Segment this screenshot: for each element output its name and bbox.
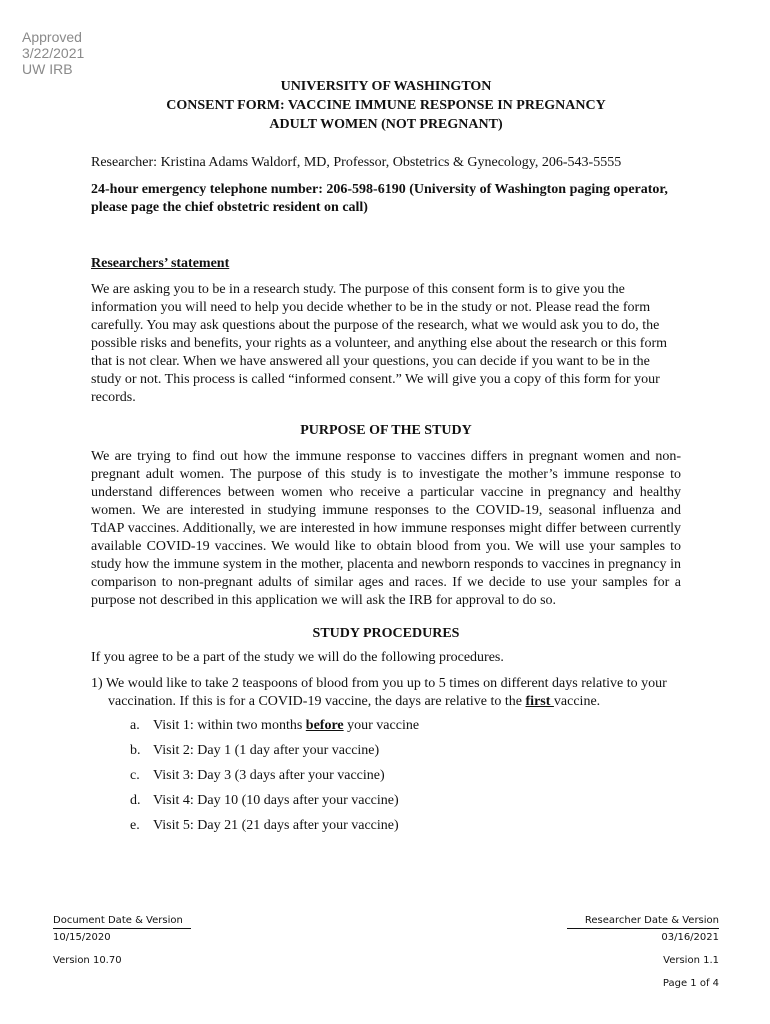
footer-left-label: Document Date & Version xyxy=(53,915,183,926)
visit-text-pre: Visit 1: within two months xyxy=(153,718,306,733)
footer-document-version xyxy=(53,913,191,968)
footer-left-version: Version 10.70 xyxy=(53,955,122,966)
purpose-body: We are trying to find out how the immune response to vaccines differs in pregnant women and non-pregnant adult women. The purpose of this study is to investigate the mother’s immune response to understand differences between women who receive a particular vaccine in pregnancy and healthy women. We are interested in studying immune responses to the COVID-19, seasonal influenza and TdAP vaccines. Additionally, we are interested in how immune responses might differ between currently available COVID-19 vaccines. We would like to obtain blood from you. We will use your samples to study how the immune system in the mother, placenta and newborn responds to vaccines in pregnancy in comparison to non-pregnant adults of similar ages and races. If we decide to use your samples for a purpose not described in this application we will ask the IRB for approval to do so. xyxy=(91,449,681,608)
visit-list xyxy=(91,717,681,835)
procedures-intro: If you agree to be a part of the study we will do the following procedures. xyxy=(91,650,504,665)
visit-item xyxy=(130,717,681,735)
procedure-item-1-end: vaccine. xyxy=(553,694,601,709)
visit-text xyxy=(153,717,419,735)
visit-letter: c. xyxy=(130,768,140,783)
visit-item xyxy=(130,817,681,835)
visit-text: Visit 5: Day 21 (21 days after your vaccine) xyxy=(153,818,399,833)
visit-text: Visit 4: Day 10 (10 days after your vaccine) xyxy=(153,793,399,808)
footer-right-version: Version 1.1 xyxy=(663,955,719,966)
visit-text-emphasis: before xyxy=(305,718,344,733)
irb-approval-stamp xyxy=(22,29,84,77)
visit-text: Visit 3: Day 3 (3 days after your vaccine) xyxy=(153,768,385,783)
footer-left-date: 10/15/2020 xyxy=(53,932,111,943)
emergency-phone: 24-hour emergency telephone number: 206-598-6190 (University of Washington paging operator, please page the chief obstetric resident on call) xyxy=(91,182,668,215)
procedure-item-1 xyxy=(80,675,681,711)
stamp-line-approved: Approved xyxy=(22,29,82,45)
document-header xyxy=(91,77,681,134)
visit-letter: b. xyxy=(130,743,141,758)
footer-right-label: Researcher Date & Version xyxy=(584,915,719,926)
page-number: Page 1 of 4 xyxy=(662,978,719,989)
document-body xyxy=(91,77,681,842)
procedures-heading: STUDY PROCEDURES xyxy=(312,626,460,641)
visit-item xyxy=(130,792,681,810)
visit-item xyxy=(130,742,681,760)
visit-letter: e. xyxy=(130,818,140,833)
header-university: UNIVERSITY OF WASHINGTON xyxy=(280,79,492,94)
visit-text: Visit 2: Day 1 (1 day after your vaccine) xyxy=(153,743,380,758)
visit-item xyxy=(130,767,681,785)
visit-letter: a. xyxy=(130,718,140,733)
visit-letter: d. xyxy=(130,793,141,808)
visit-text-post: your vaccine xyxy=(343,718,420,733)
researchers-statement-body: We are asking you to be in a research study. The purpose of this consent form is to give you the information you will need to help you decide whether to be in the study or not. Please read the form carefully. You may ask questions about the purpose of the research, what we would ask you to do, the possible risks and benefits, your rights as a volunteer, and anything else about the research or this form that is not clear. When we have answered all your questions, you can decide if you want to be in the study or not. This process is called “informed consent.” We will give you a copy of this form for your records. xyxy=(91,282,668,405)
stamp-line-irb: UW IRB xyxy=(22,61,73,77)
header-consent-form: CONSENT FORM: VACCINE IMMUNE RESPONSE IN PREGNANCY xyxy=(166,98,606,113)
footer-right-date: 03/16/2021 xyxy=(661,932,719,943)
researcher-info: Researcher: Kristina Adams Waldorf, MD, Professor, Obstetrics & Gynecology, 206-543-5555 xyxy=(91,155,622,170)
footer-right-divider xyxy=(567,928,719,929)
footer-left-divider xyxy=(53,928,191,929)
purpose-heading: PURPOSE OF THE STUDY xyxy=(300,423,472,438)
procedure-item-1-text: 1) We would like to take 2 teaspoons of blood from you up to 5 times on different days relative to your vaccination. If this is for a COVID-19 vaccine, the days are relative to the xyxy=(91,676,667,709)
footer-researcher-version xyxy=(567,913,719,991)
procedure-item-1-emphasis: first xyxy=(525,694,554,709)
researchers-statement-title: Researchers’ statement xyxy=(91,256,230,271)
stamp-line-date: 3/22/2021 xyxy=(22,45,85,61)
header-population: ADULT WOMEN (NOT PREGNANT) xyxy=(269,117,503,132)
